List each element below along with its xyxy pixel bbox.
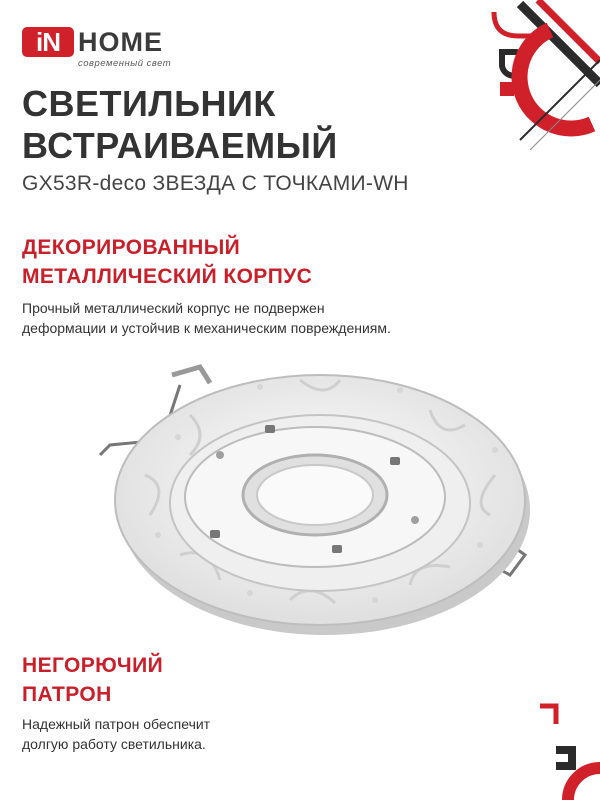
feature-1-title-line-2: МЕТАЛЛИЧЕСКИЙ КОРПУС [22,265,313,288]
feature-1-title-line-1: ДЕКОРИРОВАННЫЙ [22,236,241,259]
recessed-downlight-gx53-icon [70,345,550,645]
page-title [22,83,338,167]
feature-2-description [22,714,442,754]
feature-1-desc-line-1: Прочный металлический корпус не подвержен [22,300,325,316]
feature-2-desc-line-1: Надежный патрон обеспечит [22,716,211,732]
feature-2-title [22,651,163,709]
feature-2-desc-line-2: долгую работу светильника. [22,736,206,752]
feature-2-title-line-1: НЕГОРЮЧИЙ [22,654,164,677]
title-line-1: СВЕТИЛЬНИК [22,83,276,124]
logo-tagline: современный свет [78,58,172,69]
decorative-corner-graphic-bottom [520,690,600,800]
feature-1-title [22,233,312,291]
feature-1-desc-line-2: деформации и устойчив к механическим повреждениям. [22,320,391,336]
feature-1-description [22,298,482,338]
decorative-corner-graphic-top [480,0,600,160]
brand-logo [22,27,182,77]
model-name: GX53R-deco ЗВЕЗДА С ТОЧКАМИ-WH [22,172,409,195]
feature-2-title-line-2: ПАТРОН [22,683,112,706]
title-line-2: ВСТРАИВАЕМЫЙ [22,125,338,166]
logo-home-text: HOME [78,27,163,57]
logo-in-mark: iN [22,27,74,57]
